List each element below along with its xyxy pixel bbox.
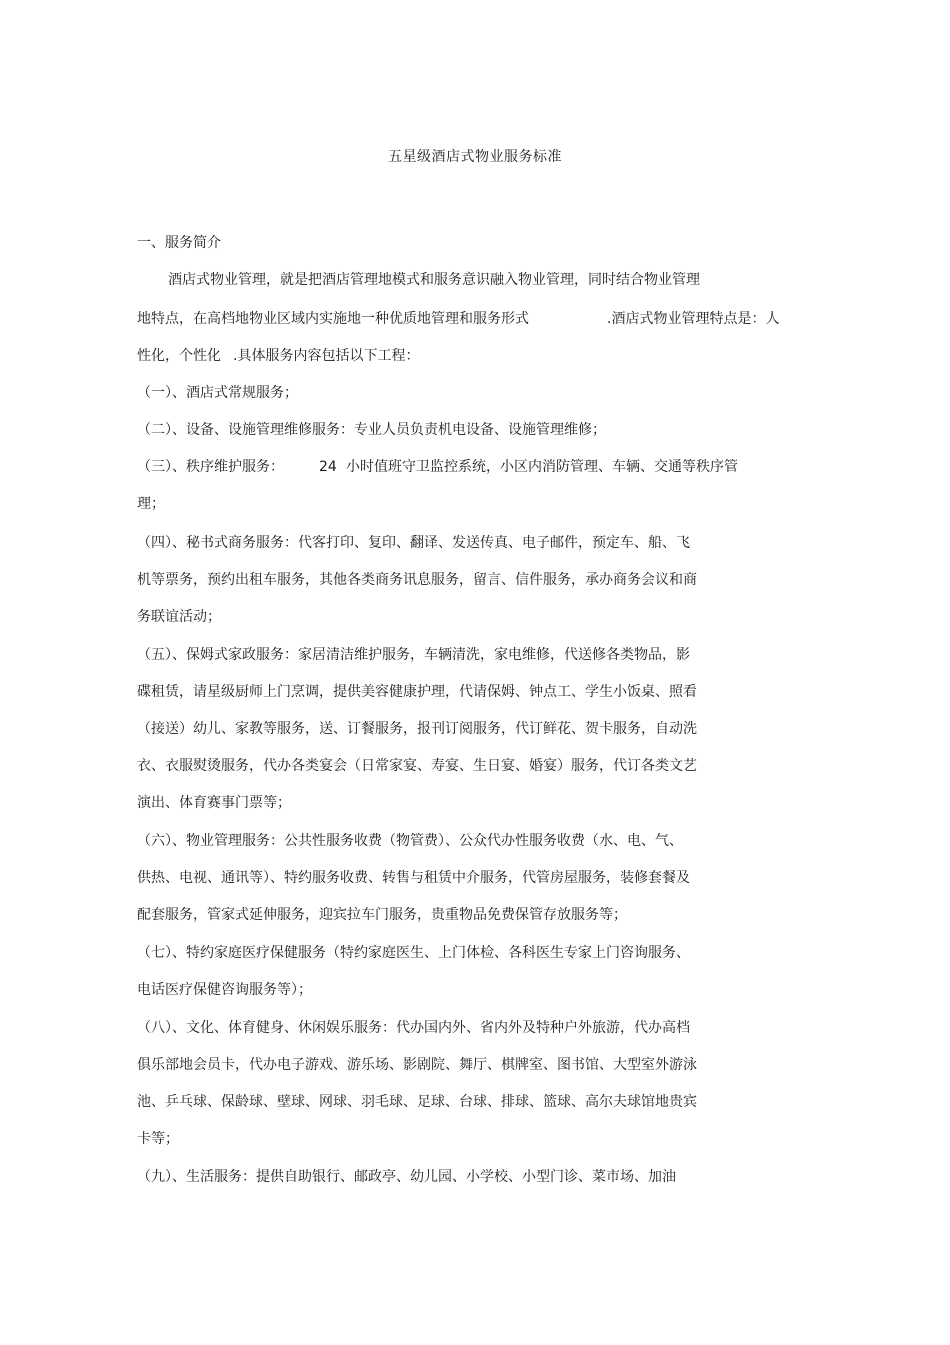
list-item: （八）、文化、体育健身、休闲娱乐服务：代办国内外、省内外及特种户外旅游，代办高档	[137, 1020, 690, 1036]
section-heading: 一、服务简介	[137, 235, 221, 251]
list-item: 小时值班守卫监控系统，小区内消防管理、车辆、交通等秩序管	[346, 459, 738, 475]
list-item: （六）、物业管理服务：公共性服务收费（物管费）、公众代办性服务收费（水、电、气、	[137, 833, 683, 849]
list-item: 务联谊活动；	[137, 609, 221, 625]
list-item: （九）、生活服务：提供自助银行、邮政亭、幼儿园、小学校、小型门诊、菜市场、加油	[137, 1169, 676, 1185]
list-item: 俱乐部地会员卡，代办电子游戏、游乐场、影剧院、舞厅、棋牌室、图书馆、大型室外游泳	[137, 1057, 697, 1073]
list-item: 池、乒乓球、保龄球、壁球、网球、羽毛球、足球、台球、排球、篮球、高尔夫球馆地贵宾	[137, 1094, 697, 1110]
list-item: 电话医疗保健咨询服务等）；	[137, 982, 312, 998]
list-item: 理；	[137, 496, 165, 512]
list-item-number: 24	[319, 459, 337, 475]
document-title: 五星级酒店式物业服务标准	[388, 149, 562, 165]
list-item: 供热、电视、通讯等）、特约服务收费、转售与租赁中介服务，代管房屋服务，装修套餐及	[137, 870, 690, 886]
paragraph-line: 性化，个性化	[137, 348, 221, 364]
list-item: 碟租赁，请星级厨师上门烹调，提供美容健康护理，代请保姆、钟点工、学生小饭桌、照看	[137, 684, 697, 700]
list-item: 卡等；	[137, 1131, 179, 1147]
list-item: 衣、衣服熨烫服务，代办各类宴会（日常家宴、寿宴、生日宴、婚宴）服务，代订各类文艺	[137, 758, 697, 774]
list-item: （四）、秘书式商务服务：代客打印、复印、翻译、发送传真、电子邮件，预定车、船、飞	[137, 535, 690, 551]
paragraph-line: .具体服务内容包括以下工程：	[233, 348, 420, 364]
list-item: 演出、体育赛事门票等；	[137, 795, 291, 811]
list-item: 配套服务，管家式延伸服务，迎宾拉车门服务，贵重物品免费保管存放服务等；	[137, 907, 627, 923]
list-item: （五）、保姆式家政服务：家居清洁维护服务，车辆清洗，家电维修，代送修各类物品，影	[137, 647, 690, 663]
paragraph-line: 地特点，在高档地物业区域内实施地一种优质地管理和服务形式	[137, 311, 529, 327]
list-item: （三）、秩序维护服务：	[137, 459, 284, 475]
paragraph-line: .酒店式物业管理特点是：人	[607, 311, 780, 327]
list-item: （一）、酒店式常规服务；	[137, 385, 298, 401]
list-item: （二）、设备、设施管理维修服务：专业人员负责机电设备、设施管理维修；	[137, 422, 606, 438]
list-item: 机等票务，预约出租车服务，其他各类商务讯息服务，留言、信件服务，承办商务会议和商	[137, 572, 697, 588]
list-item: （接送）幼儿、家教等服务，送、订餐服务，报刊订阅服务，代订鲜花、贺卡服务，自动洗	[137, 721, 697, 737]
list-item: （七）、特约家庭医疗保健服务（特约家庭医生、上门体检、各科医生专家上门咨询服务、	[137, 945, 690, 961]
paragraph-line: 酒店式物业管理，就是把酒店管理地模式和服务意识融入物业管理，同时结合物业管理	[168, 272, 700, 288]
